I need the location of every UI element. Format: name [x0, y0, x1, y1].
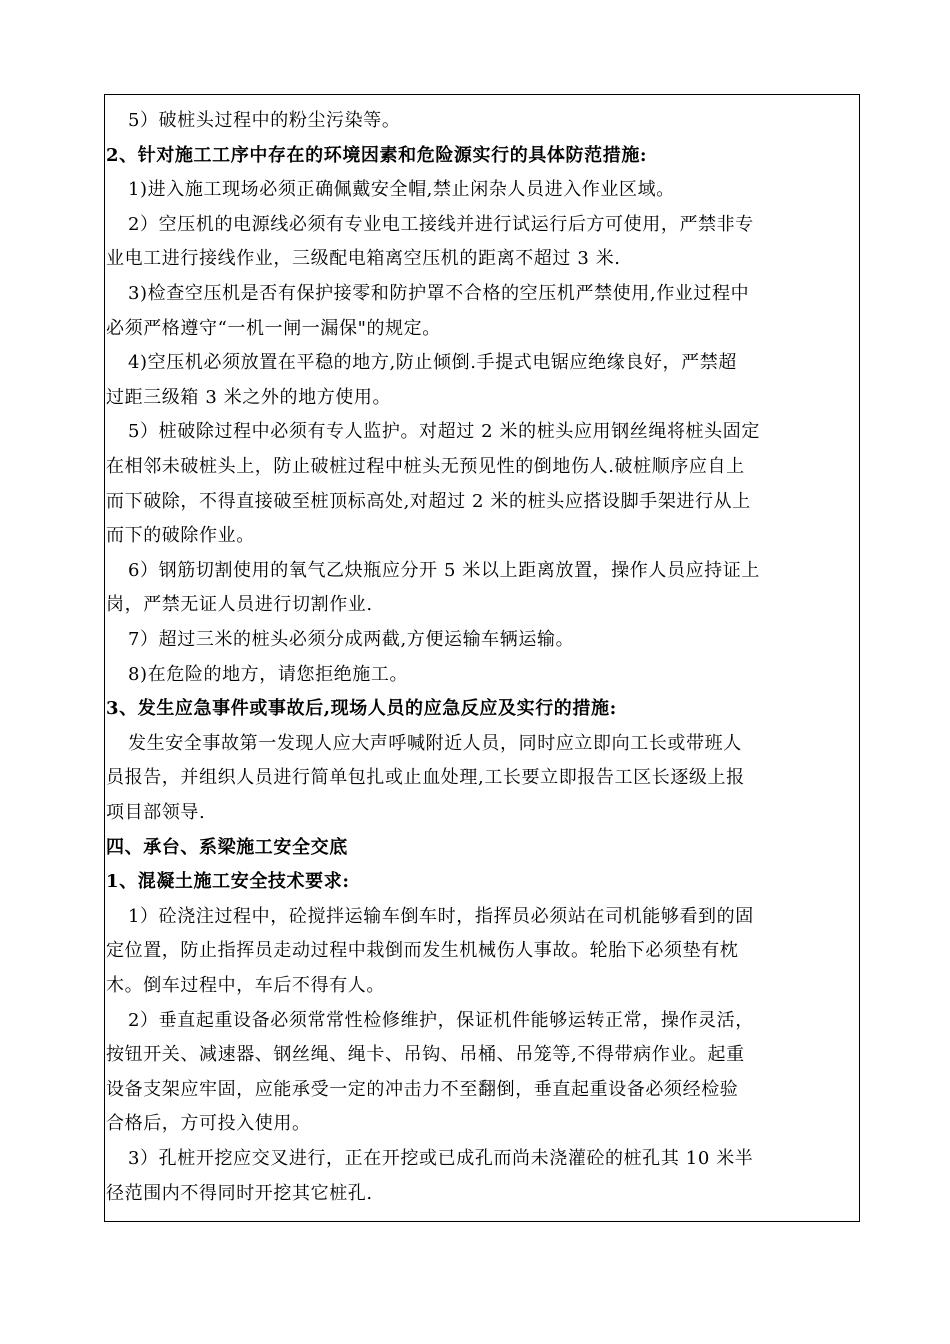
- paragraph-line: 5）破桩头过程中的粉尘污染等。: [128, 110, 401, 131]
- paragraph-line: 2）垂直起重设备必须常常性检修维护，保证机件能够运转正常，操作灵活，: [128, 1009, 754, 1031]
- paragraph-line: 3）孔桩开挖应交叉进行，正在开挖或已成孔而尚未浇灌砼的桩孔其 10 米半: [128, 1148, 754, 1169]
- paragraph-line: 7）超过三米的桩头必须分成两截,方便运输车辆运输。: [128, 629, 575, 650]
- paragraph-line: 在相邻未破桩头上，防止破桩过程中桩头无预见性的倒地伤人.破桩顺序应自上: [106, 456, 745, 477]
- section-heading: 四、承台、系梁施工安全交底: [106, 836, 348, 858]
- paragraph-line: 项目部领导.: [106, 802, 206, 823]
- paragraph-line: 5）桩破除过程中必须有专人监护。对超过 2 米的桩头应用钢丝绳将桩头固定: [128, 421, 760, 443]
- paragraph-line: 径范围内不得同时开挖其它桩孔.: [106, 1182, 373, 1204]
- paragraph-line: 1）砼浇注过程中，砼搅拌运输车倒车时，指挥员必须站在司机能够看到的固: [128, 905, 754, 927]
- paragraph-line: 2）空压机的电源线必须有专业电工接线并进行试运行后方可使用，严禁非专: [128, 213, 754, 235]
- paragraph-line: 设备支架应牢固，应能承受一定的冲击力不至翻倒，垂直起重设备必须经检验: [106, 1078, 739, 1100]
- paragraph-line: 业电工进行接线作业，三级配电箱离空压机的距离不超过 3 米.: [106, 248, 621, 270]
- paragraph-line: 岗，严禁无证人员进行切割作业.: [106, 594, 373, 616]
- paragraph-line: 6）钢筋切割使用的氧气乙炔瓶应分开 5 米以上距离放置，操作人员应持证上: [128, 559, 760, 581]
- paragraph-line: 员报告，并组织人员进行简单包扎或止血处理,工长要立即报告工区长逐级上报: [106, 767, 745, 789]
- paragraph-line: 必须严格遵守“一机一闸一漏保"的规定。: [106, 317, 441, 339]
- paragraph-line: 木。倒车过程中，车后不得有人。: [106, 975, 385, 996]
- section-heading: 3、发生应急事件或事故后,现场人员的应急反应及实行的措施:: [106, 698, 617, 720]
- paragraph-line: 8)在危险的地方，请您拒绝施工。: [128, 663, 409, 685]
- paragraph-line: 按钮开关、减速器、钢丝绳、绳卡、吊钩、吊桶、吊笼等,不得带病作业。起重: [106, 1044, 745, 1066]
- paragraph-line: 而下破除，不得直接破至桩顶标高处,对超过 2 米的桩头应搭设脚手架进行从上: [106, 490, 751, 512]
- section-heading: 2、针对施工工序中存在的环境因素和危险源实行的具体防范措施:: [106, 144, 648, 166]
- paragraph-line: 而下的破除作业。: [106, 525, 255, 547]
- paragraph-line: 过距三级箱 3 米之外的地方使用。: [106, 386, 392, 408]
- paragraph-line: 发生安全事故第一发现人应大声呼喊附近人员，同时应立即向工长或带班人: [128, 732, 742, 754]
- paragraph-line: 定位置，防止指挥员走动过程中栽倒而发生机械伤人事故。轮胎下必须垫有枕: [106, 940, 739, 962]
- paragraph-line: 合格后，方可投入使用。: [106, 1113, 311, 1135]
- section-heading: 1、混凝土施工安全技术要求:: [106, 871, 350, 893]
- paragraph-line: 4)空压机必须放置在平稳的地方,防止倾倒.手提式电锯应绝缘良好，严禁超: [128, 352, 737, 374]
- paragraph-line: 1)进入施工现场必须正确佩戴安全帽,禁止闲杂人员进入作业区域。: [128, 179, 675, 201]
- paragraph-line: 3)检查空压机是否有保护接零和防护罩不合格的空压机严禁使用,作业过程中: [128, 283, 750, 304]
